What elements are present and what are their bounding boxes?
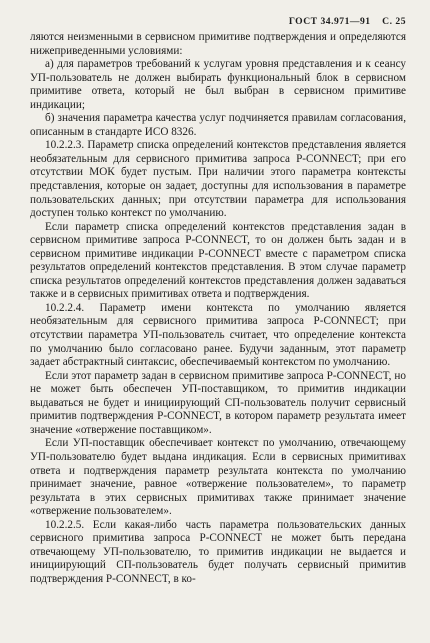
page-number: С. 25: [382, 16, 406, 27]
paragraph-continuation: ляются неизменными в сервисном примитиве подтверждения и определяются нижеприведенными условиями:: [30, 31, 406, 57]
document-body: [30, 31, 406, 586]
paragraph-context-list: Если параметр списка определений контекстов представления задан в сервисном примитиве запроса P-CONNECT, то он должен быть задан и в сервисном примитиве индикации P-CONNECT вместе с параметром списка результатов определений контекстов представления. В этом случае параметр списка результатов определений контекстов представления должен задаваться также и в сервисных примитивах ответа и подтверждения.: [30, 220, 406, 301]
paragraph-item-b: б) значения параметра качества услуг подчиняется правилам согласования, описанным в стандарте ИСО 8326.: [30, 112, 406, 138]
paragraph-10-2-2-3: 10.2.2.3. Параметр списка определений контекстов представления является необязательным для сервисного примитива запроса P-CONNECT; при его отсутствии МОК будет пустым. При наличии этого параметра контексты представления, которые он задает, доступны для использования в параметре пользовательских данных; при отсутствии параметра для использования доступен только контекст по умолчанию.: [30, 139, 406, 220]
page-header: [30, 16, 406, 27]
paragraph-10-2-2-4: 10.2.2.4. Параметр имени контекста по умолчанию является необязательным для сервисного примитива запроса P-CONNECT; при отсутствии параметра УП-пользователь считает, что определение контекста по умолчанию было согласовано ранее. Будучи заданным, этот параметр задает абстрактный синтаксис, обеспечиваемый контекстом по умолчанию.: [30, 301, 406, 369]
paragraph-10-2-2-5: 10.2.2.5. Если какая-либо часть параметра пользовательских данных сервисного примитива запроса P-CONNECT не может быть передана отвечающему УП-пользователю, то примитив индикации не выдается и инициирующий СП-пользователь будет получать сервисный примитив подтверждения P-CONNECT, в ко-: [30, 518, 406, 585]
paragraph-item-a: а) для параметров требований к услугам уровня представления и к сеансу УП-пользователь не должен выбирать функциональный блок в сервисном примитиве ответа, который не был выбран в сервисном примитиве индикации;: [30, 58, 406, 111]
standard-number: ГОСТ 34.971—91: [288, 16, 371, 27]
paragraph-default-context-provider: Если этот параметр задан в сервисном примитиве запроса P-CONNECT, но не может быть обеспечен УП-поставщиком, то примитив индикации выдаваться не будет и инициирующий СП-пользователь получит сервисный примитив подтверждения P-CONNECT, в котором параметр результата имеет значение «отвержение поставщиком».: [30, 369, 406, 436]
paragraph-default-context-user: Если УП-поставщик обеспечивает контекст по умолчанию, отвечающему УП-пользователю будет выдана индикация. Если в сервисных примитивах ответа и подтверждения параметр результата контекста по умолчанию принимает значение, равное «отвержение пользователем», то параметр результата в этих сервисных примитивах также принимает значение «отвержение пользователем».: [30, 437, 406, 518]
